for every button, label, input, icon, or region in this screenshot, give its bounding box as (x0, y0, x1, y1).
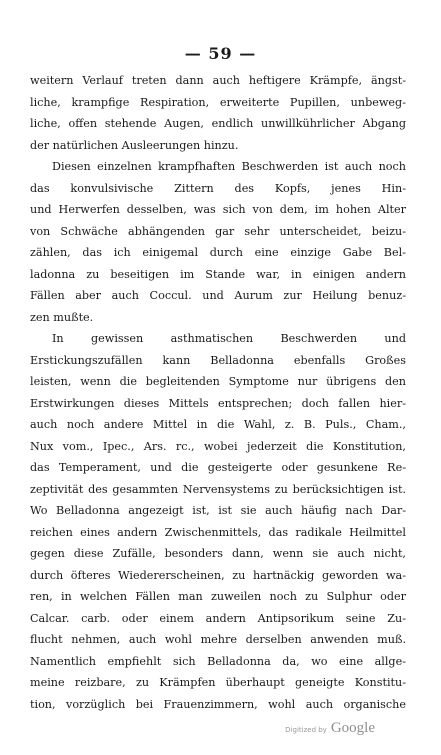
text-line: liche, krampfige Respiration, erweiterte Pupillen, unbeweg- (30, 95, 406, 109)
text-line: Erstickungszufällen kann Belladonna ebenfalls Großes (30, 353, 406, 367)
body-text (30, 70, 406, 715)
text-line: der natürlichen Ausleerungen hinzu. (30, 138, 239, 152)
text-line: Erstwirkungen dieses Mittels entsprechen; doch fallen hier- (30, 396, 406, 410)
text-line: durch öfteres Wiedererscheinen, zu hartnäckig geworden wa- (30, 568, 406, 582)
text-line: das Temperament, und die gesteigerte oder gesunkene Re- (30, 461, 406, 474)
digitization-watermark (285, 720, 375, 737)
text-line: und Herwerfen desselben, was sich von dem, im hohen Alter (30, 203, 406, 216)
text-line: reichen eines andern Zwischenmittels, das radikale Heilmittel (30, 525, 406, 539)
text-line: Calcar. carb. oder einem andern Antipsorikum seine Zu- (30, 611, 406, 625)
text-line: Namentlich empfiehlt sich Belladonna da, wo eine allge- (30, 654, 406, 668)
text-line: zählen, das ich einigemal durch eine einzige Gabe Bel- (30, 246, 406, 259)
text-line: ren, in welchen Fällen man zuweilen noch zu Sulphur oder (30, 590, 406, 603)
text-line: das konvulsivische Zittern des Kopfs, jenes Hin- (30, 181, 406, 195)
text-line: von Schwäche abhängenden gar sehr unterscheidet, beizu- (30, 224, 406, 238)
digitized-by-label: Digitized by (285, 726, 327, 734)
text-line: weitern Verlauf treten dann auch heftigere Krämpfe, ängst- (30, 74, 406, 87)
text-line: In gewissen asthmatischen Beschwerden und (52, 332, 406, 345)
text-line: leisten, wenn die begleitenden Symptome nur übrigens den (30, 375, 406, 388)
text-line: zeptivität des gesammten Nervensystems zu berücksichtigen ist. (30, 482, 406, 496)
google-logo-text: Google (330, 720, 375, 736)
text-line: ladonna zu beseitigen im Stande war, in einigen andern (30, 267, 406, 281)
text-line: zen mußte. (30, 310, 94, 324)
text-line: Diesen einzelnen krampfhaften Beschwerden ist auch noch (52, 160, 406, 173)
text-line: Wo Belladonna angezeigt ist, ist sie auch häufig nach Dar- (30, 504, 406, 517)
text-line: Nux vom., Ipec., Ars. rc., wobei jederzeit die Konstitution, (30, 439, 406, 453)
text-line: meine reizbare, zu Krämpfen überhaupt geneigte Konstitu- (30, 676, 406, 689)
text-line: Fällen aber auch Coccul. und Aurum zur Heilung benuz- (30, 289, 406, 302)
text-line: tion, vorzüglich bei Frauenzimmern, wohl auch organische (30, 697, 406, 711)
text-line: flucht nehmen, auch wohl mehre derselben anwenden muß. (30, 633, 406, 646)
text-line: gegen diese Zufälle, besonders dann, wenn sie auch nicht, (30, 547, 406, 560)
text-line: auch noch andere Mittel in die Wahl, z. B. Puls., Cham., (30, 418, 406, 431)
text-line: liche, offen stehende Augen, endlich unwillkührlicher Abgang (30, 117, 406, 130)
page-number: — 59 — (184, 44, 257, 63)
